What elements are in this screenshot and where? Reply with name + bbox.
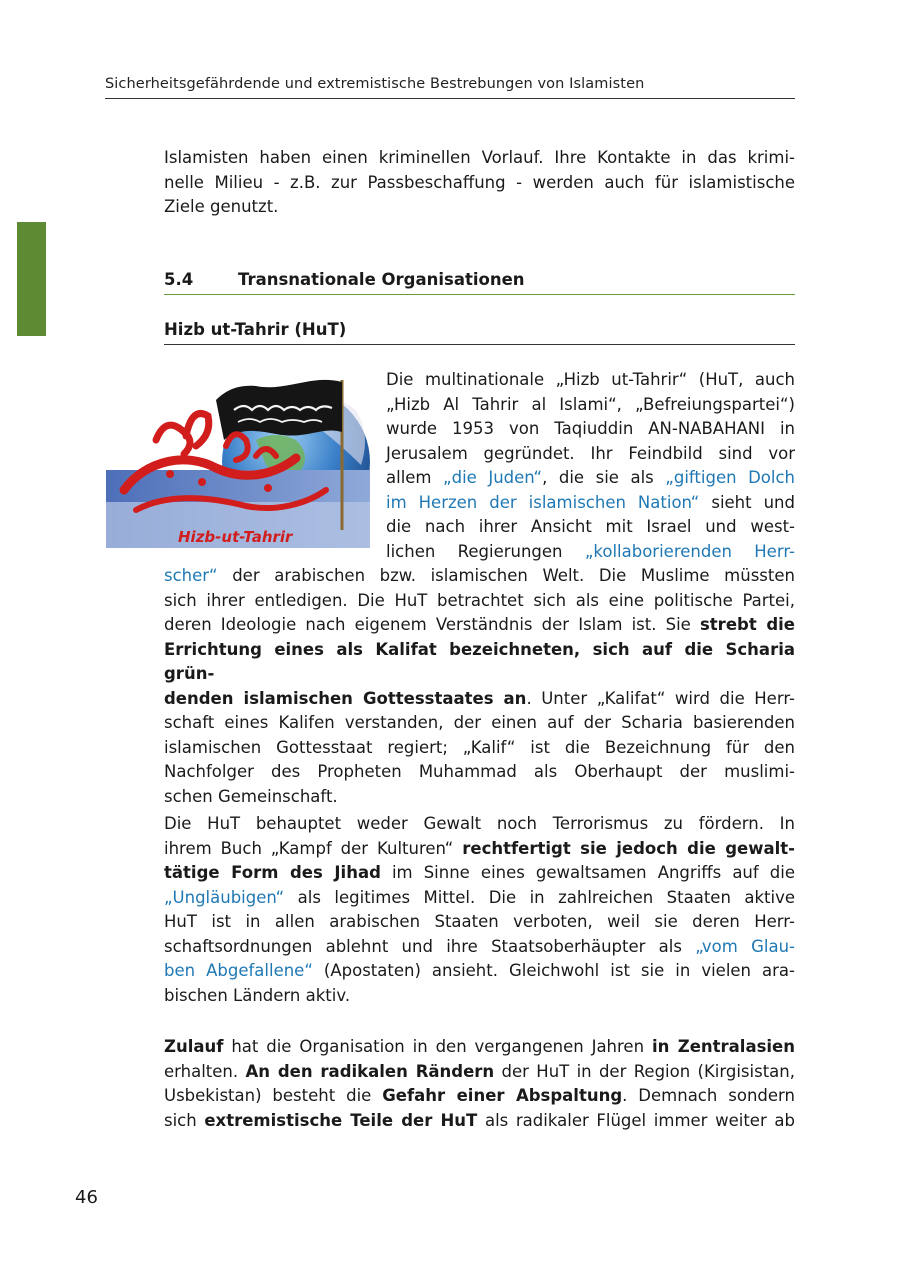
section-title: Transnationale Organisationen — [238, 270, 525, 289]
text: der HuT in der Region (Kirgisistan, — [494, 1061, 795, 1081]
quote-link: im Herzen der islamischen Nation“ — [386, 492, 700, 512]
text: hat die Organisation in den vergangenen Jahren — [223, 1037, 652, 1056]
emphasis: Gefahr einer Abspaltung — [382, 1086, 623, 1105]
p2-line-2 — [164, 837, 795, 862]
text: im Sinne eines gewaltsamen Angriffs auf die — [380, 863, 795, 882]
paragraph-1-wrapped — [386, 368, 795, 564]
p1-line-7: die nach ihrer Ansicht mit Israel und west- — [386, 517, 795, 536]
text: sich — [164, 1110, 205, 1130]
chapter-marker-bar — [17, 222, 46, 336]
text: (Apostaten) ansieht. Gleichwohl ist sie in vielen ara- — [312, 961, 795, 980]
text: Usbekistan) besteht die — [164, 1086, 383, 1105]
text: als radikaler Flügel immer weiter ab — [477, 1110, 795, 1130]
emphasis: denden islamischen Gottesstaates an — [164, 688, 527, 708]
section-number: 5.4 — [164, 270, 194, 289]
p1-line-8 — [386, 540, 795, 565]
emphasis: rechtfertigt sie jedoch die gewalt- — [462, 838, 795, 858]
p1-line-3: wurde 1953 von Taqiuddin AN-NABAHANI in — [386, 419, 795, 438]
emphasis: in Zentralasien — [651, 1037, 795, 1056]
p1-line-2: „Hizb Al Tahrir al Islami“, „Befreiungspartei“) — [386, 394, 795, 414]
text: , die sie als — [542, 468, 666, 487]
hizb-ut-tahrir-logo-image — [106, 370, 370, 548]
emphasis: Zulauf — [164, 1037, 224, 1056]
running-header: Sicherheitsgefährdende und extremistische Bestrebungen von Islamisten — [105, 76, 795, 99]
paragraph-2 — [164, 812, 795, 1008]
p3-line-4 — [164, 1109, 795, 1134]
p1-line-9 — [164, 564, 795, 589]
p2-line-5: HuT ist in allen arabischen Staaten verboten, weil sie deren Herr- — [164, 912, 795, 931]
quote-link: „kollaborierenden Herr- — [584, 541, 795, 561]
text: ihrem Buch „Kampf der Kulturen“ — [164, 838, 463, 858]
text: lichen Regierungen — [386, 541, 585, 561]
p1-line-12 — [164, 638, 795, 687]
p3-line-2 — [164, 1060, 795, 1085]
quote-link: „Ungläubigen“ — [164, 887, 285, 907]
emphasis: extremistische Teile der HuT — [204, 1110, 478, 1130]
text: allem — [386, 468, 444, 487]
p1-line-11 — [164, 613, 795, 638]
emphasis: strebt die — [699, 615, 796, 634]
p3-line-1 — [164, 1035, 795, 1060]
emphasis: Errichtung eines als Kalifat bezeichneten, sich auf die Scharia grün- — [164, 639, 795, 683]
p1-line-10: sich ihrer entledigen. Die HuT betrachtet sich als eine politische Partei, — [164, 590, 795, 610]
intro-line-3: Ziele genutzt. — [164, 197, 279, 216]
text: als legitimes Mittel. Die in zahlreichen Staaten aktive — [284, 887, 795, 907]
subsection-heading: Hizb ut-Tahrir (HuT) — [164, 320, 795, 345]
quote-link: „giftigen Dolch — [665, 468, 796, 487]
p1-line-1: Die multinationale „Hizb ut-Tahrir“ (HuT, auch — [386, 370, 795, 389]
quote-link: „die Juden“ — [443, 468, 543, 487]
p1-line-6 — [386, 491, 795, 516]
p1-line-14: schaft eines Kalifen verstanden, der einen auf der Scharia basierenden — [164, 713, 795, 732]
p1-line-5 — [386, 466, 795, 491]
p1-line-17: schen Gemeinschaft. — [164, 786, 338, 806]
text: sieht und — [699, 492, 795, 512]
text: . Demnach sondern — [622, 1086, 795, 1105]
section-heading — [164, 270, 795, 295]
text: schaftsordnungen ablehnt und ihre Staatsoberhäupter als — [164, 936, 696, 956]
text: erhalten. — [164, 1061, 246, 1081]
p2-line-7 — [164, 959, 795, 984]
text: deren Ideologie nach eigenem Verständnis der Islam ist. Sie — [164, 615, 700, 634]
quote-link: scher“ — [164, 566, 218, 585]
intro-paragraph — [164, 146, 795, 220]
p3-line-3 — [164, 1084, 795, 1109]
p1-line-4: Jerusalem gegründet. Ihr Feindbild sind vor — [386, 443, 795, 463]
p2-line-4 — [164, 886, 795, 911]
quote-link: ben Abgefallene“ — [164, 961, 313, 980]
p2-line-6 — [164, 935, 795, 960]
logo-graphic — [106, 370, 370, 548]
p1-line-15: islamischen Gottesstaat regiert; „Kalif“ ist die Bezeichnung für den — [164, 737, 795, 757]
p2-line-3 — [164, 861, 795, 886]
p1-line-13 — [164, 687, 795, 712]
text: der arabischen bzw. islamischen Welt. Die Muslime müssten — [217, 566, 795, 585]
quote-link: „vom Glau- — [695, 936, 795, 956]
paragraph-3 — [164, 1035, 795, 1133]
emphasis: tätige Form des Jihad — [164, 863, 381, 882]
paragraph-1-full — [164, 564, 795, 809]
p2-line-1: Die HuT behauptet weder Gewalt noch Terrorismus zu fördern. In — [164, 814, 795, 833]
intro-line-2: nelle Milieu - z.B. zur Passbeschaffung - werden auch für islamistische — [164, 172, 795, 192]
emphasis: An den radikalen Rändern — [245, 1061, 495, 1081]
page-number: 46 — [75, 1187, 98, 1208]
intro-line-1: Islamisten haben einen kriminellen Vorlauf. Ihre Kontakte in das krimi- — [164, 148, 795, 167]
logo-caption: Hizb-ut-Tahrir — [178, 528, 293, 546]
p2-line-8: bischen Ländern aktiv. — [164, 985, 351, 1005]
p1-line-16: Nachfolger des Propheten Muhammad als Oberhaupt der muslimi- — [164, 762, 795, 781]
text: . Unter „Kalifat“ wird die Herr- — [526, 688, 795, 708]
